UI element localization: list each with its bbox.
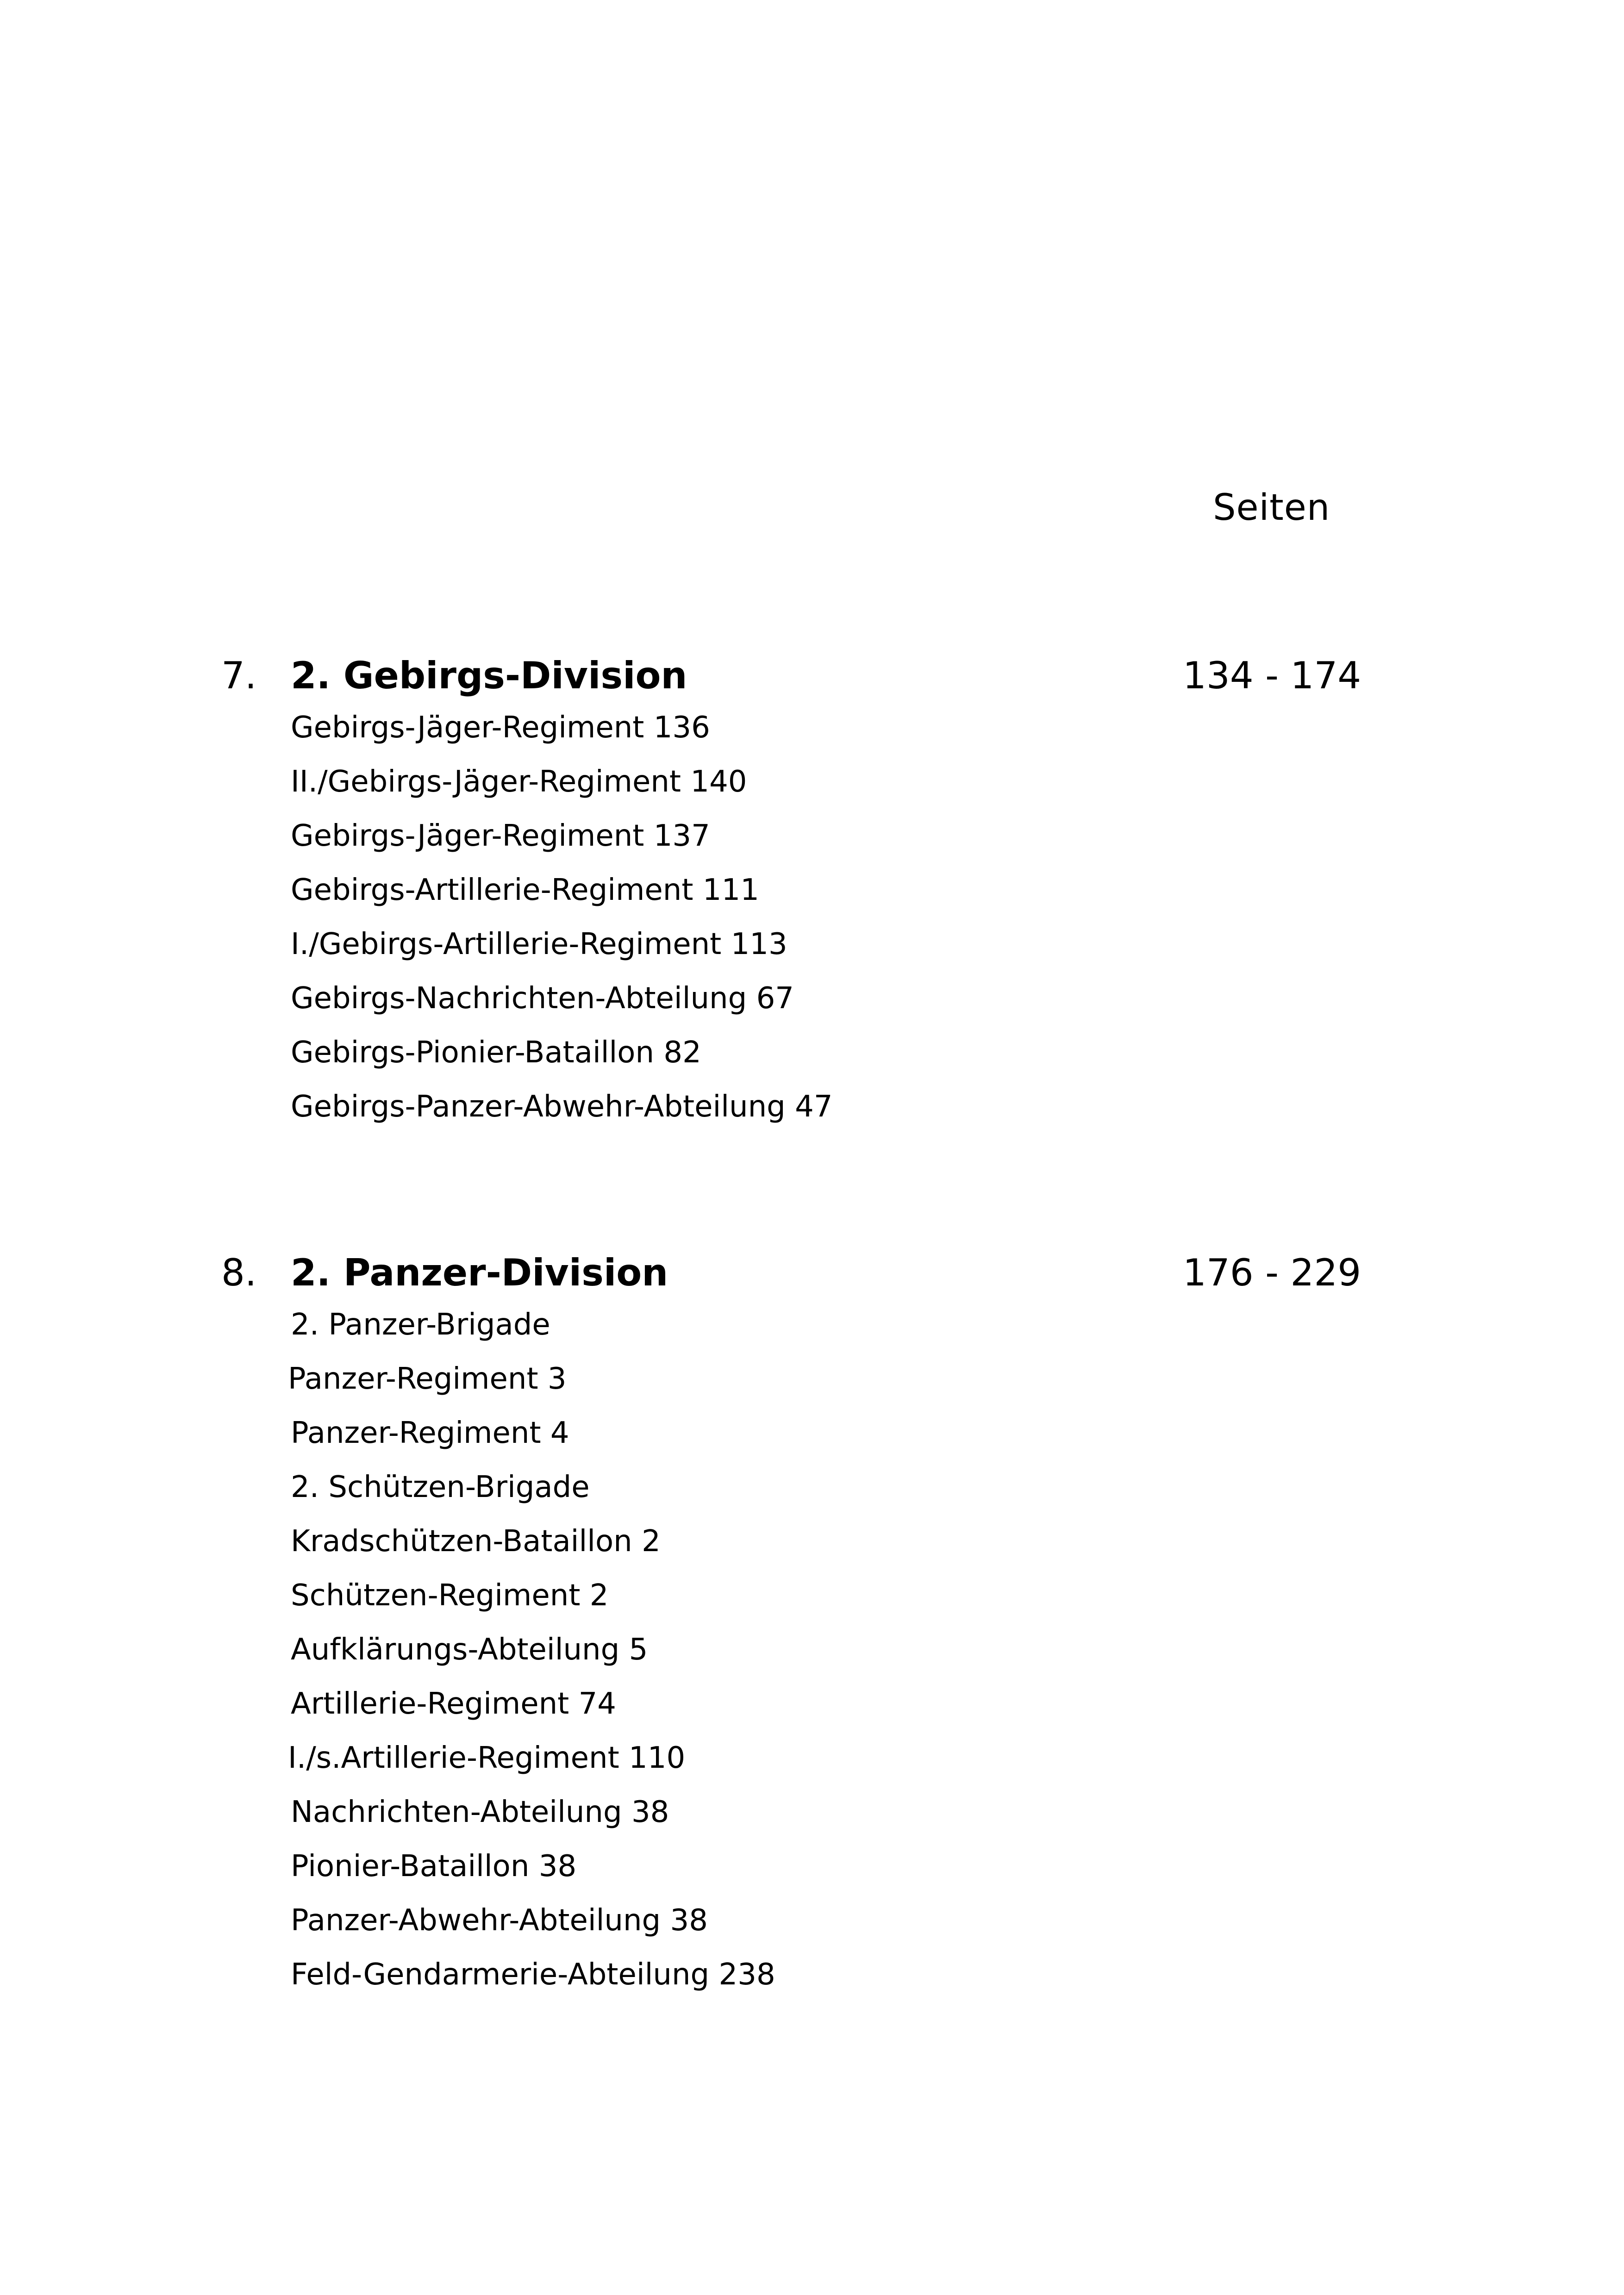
subsection-item: Panzer-Regiment 4: [291, 1416, 569, 1450]
subsection-item: I./s.Artillerie-Regiment 110: [288, 1741, 686, 1775]
subsection-item: Nachrichten-Abteilung 38: [291, 1795, 669, 1829]
pages-column-header: Seiten: [1213, 487, 1330, 529]
subsection-item: Gebirgs-Jäger-Regiment 137: [291, 819, 710, 853]
subsection-item: Gebirgs-Pionier-Bataillon 82: [291, 1035, 701, 1070]
subsection-item: Kradschützen-Bataillon 2: [291, 1524, 661, 1559]
section-number: 7.: [221, 654, 257, 697]
subsection-item: Aufklärungs-Abteilung 5: [291, 1633, 648, 1667]
subsection-item: Gebirgs-Panzer-Abwehr-Abteilung 47: [291, 1090, 833, 1124]
toc-section-8: [0, 1251, 1624, 2009]
section-title: 2. Panzer-Division: [291, 1251, 668, 1294]
subsection-item: 2. Panzer-Brigade: [291, 1308, 550, 1342]
subsection-item: Pionier-Bataillon 38: [291, 1849, 577, 1883]
subsection-item: Gebirgs-Artillerie-Regiment 111: [291, 873, 759, 907]
subsection-item: Schützen-Regiment 2: [291, 1578, 609, 1613]
section-heading: [0, 1251, 1624, 1305]
section-page-range: 176 - 229: [1183, 1251, 1362, 1294]
subsection-item: Gebirgs-Nachrichten-Abteilung 67: [291, 981, 794, 1016]
subsection-list: [0, 1310, 1624, 2014]
subsection-item: II./Gebirgs-Jäger-Regiment 140: [291, 765, 747, 799]
section-page-range: 134 - 174: [1183, 654, 1362, 697]
subsection-item: 2. Schützen-Brigade: [291, 1470, 590, 1504]
subsection-item: Panzer-Abwehr-Abteilung 38: [291, 1903, 708, 1938]
subsection-item: Artillerie-Regiment 74: [291, 1687, 616, 1721]
subsection-list: [0, 713, 1624, 1146]
section-number: 8.: [221, 1251, 257, 1294]
section-title: 2. Gebirgs-Division: [291, 654, 687, 697]
subsection-item: I./Gebirgs-Artillerie-Regiment 113: [291, 927, 787, 961]
toc-section-7: [0, 654, 1624, 1141]
subsection-item: Gebirgs-Jäger-Regiment 136: [291, 711, 710, 745]
subsection-item: Feld-Gendarmerie-Abteilung 238: [291, 1958, 775, 1992]
subsection-item: Panzer-Regiment 3: [288, 1362, 567, 1396]
section-heading: [0, 654, 1624, 708]
